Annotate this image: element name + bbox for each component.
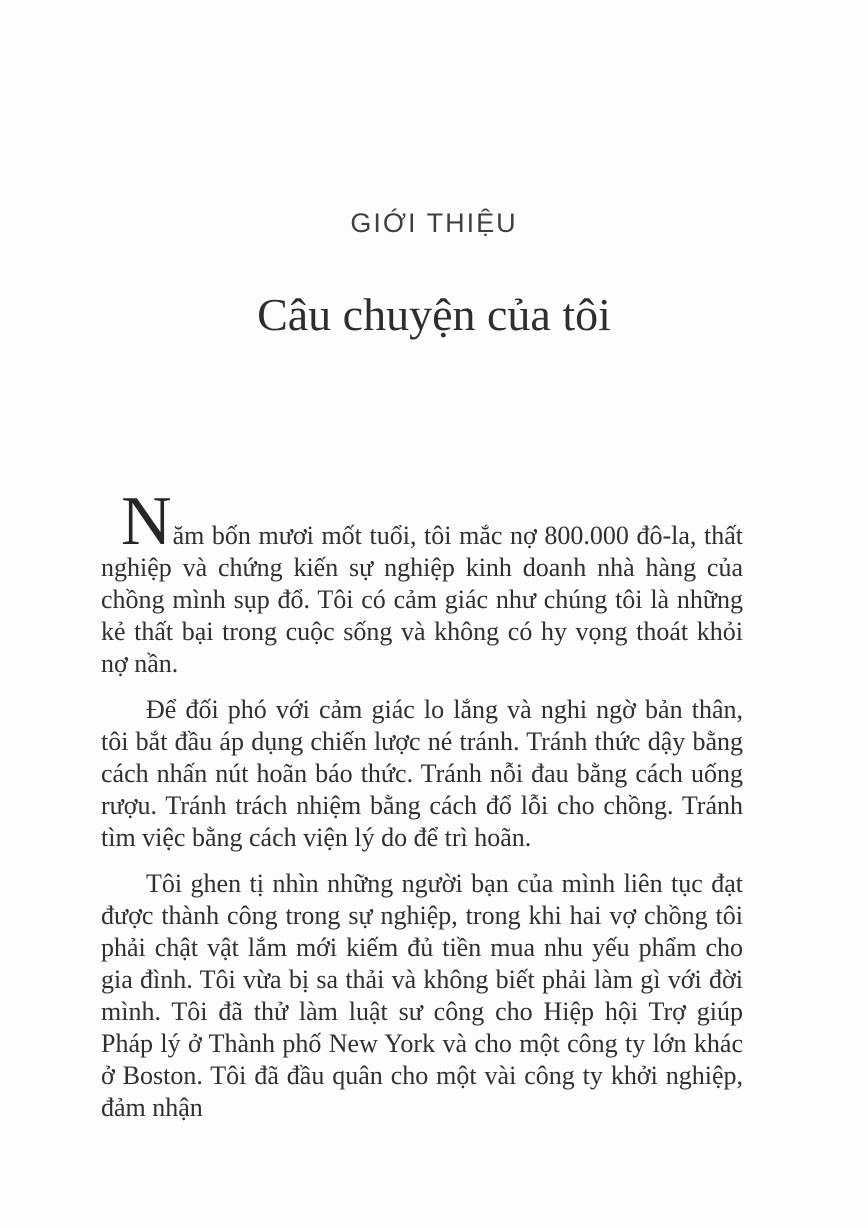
paragraph-text: ăm bốn mươi mốt tuổi, tôi mắc nợ 800.000 đô-la, thất nghiệp và chứng kiến sự nghiệp kinh doanh nhà hàng của chồng mình sụp đổ. Tôi có cảm giác như chúng tôi là những kẻ thất bại trong cuộc sống và không có hy vọng thoát khỏi nợ nần. (101, 521, 743, 678)
drop-cap-initial: N (121, 483, 173, 560)
body-paragraph (101, 483, 743, 680)
body-paragraph: Tôi ghen tị nhìn những người bạn của mình liên tục đạt được thành công trong sự nghiệp, trong khi hai vợ chồng tôi phải chật vật lắm mới kiếm đủ tiền mua nhu yếu phẩm cho gia đình. Tôi vừa bị sa thải và không biết phải làm gì với đời mình. Tôi đã thử làm luật sư công cho Hiệp hội Trợ giúp Pháp lý ở Thành phố New York và cho một công ty lớn khác ở Boston. Tôi đã đầu quân cho một vài công ty khởi nghiệp, đảm nhận (101, 869, 743, 1122)
chapter-kicker: GIỚI THIỆU (350, 208, 518, 238)
body-paragraph: Để đối phó với cảm giác lo lắng và nghi ngờ bản thân, tôi bắt đầu áp dụng chiến lược né tránh. Tránh thức dậy bằng cách nhấn nút hoãn báo thức. Tránh nỗi đau bằng cách uống rượu. Tránh trách nhiệm bằng cách đổ lỗi cho chồng. Tránh tìm việc bằng cách viện lý do để trì hoãn. (101, 695, 743, 852)
chapter-body (101, 483, 743, 1124)
chapter-title: Câu chuyện của tôi (257, 289, 611, 340)
